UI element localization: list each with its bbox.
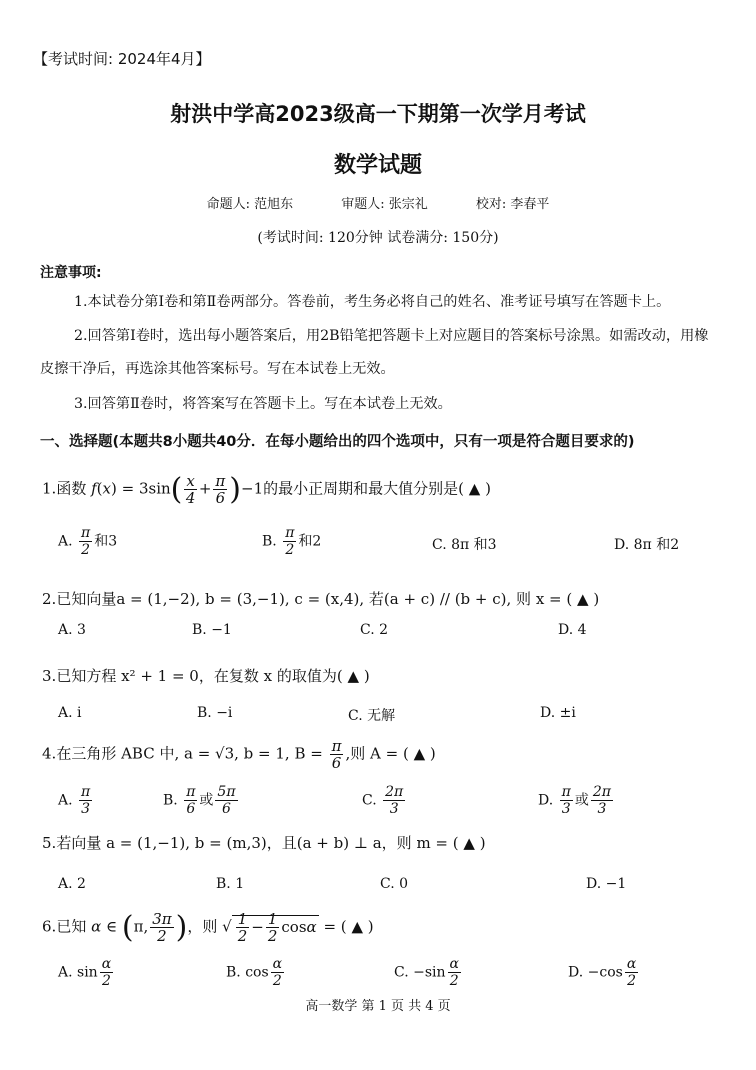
question-1: 1.函数 f(x) = 3sin( $\frac{x}{4}$ + $\frac{\pi}{6}$ )−1的最小正周期和最大值分别是( ▲ ) xyxy=(42,472,491,507)
setter: 命题人: 范旭东 xyxy=(206,197,294,212)
q4-option-d: D. $\frac{\pi}{3}$ 或 $\frac{2\pi}{3}$ xyxy=(538,784,611,817)
question-3: 3.已知方程 x² + 1 = 0，在复数 x 的取值为( ▲ ) xyxy=(42,667,370,685)
exam-time-tag: 【考试时间: 2024年4月】 xyxy=(33,50,211,68)
notice-heading: 注意事项: xyxy=(40,265,102,281)
q2-option-b: B. −1 xyxy=(192,622,232,638)
q3-option-c: C. 无解 xyxy=(348,708,396,724)
q1-option-b: B. $\frac{\pi}{2}$ 和2 xyxy=(262,525,322,558)
q4-option-a: A. $\frac{\pi}{3}$ xyxy=(58,784,91,817)
authors-line xyxy=(0,193,756,212)
proofreader: 校对: 李春平 xyxy=(475,197,550,212)
answer-mark-icon: ▲ xyxy=(351,917,363,936)
notice-item-1: 1.本试卷分第Ⅰ卷和第Ⅱ卷两部分。答卷前，考生务必将自己的姓名、准考证号填写在答题卡上。 xyxy=(74,294,671,310)
q5-option-d: D. −1 xyxy=(586,876,627,892)
q3-option-b: B. −i xyxy=(197,705,233,721)
notice-item-3: 3.回答第Ⅱ卷时，将答案写在答题卡上。写在本试卷上无效。 xyxy=(74,396,452,412)
q3-option-a: A. i xyxy=(58,705,82,721)
q3-option-d: D. ±i xyxy=(540,705,576,721)
q1-option-d: D. 8π 和2 xyxy=(614,537,680,553)
q4-option-b: B. $\frac{\pi}{6}$ 或 $\frac{5\pi}{6}$ xyxy=(163,784,236,817)
question-4: 4.在三角形 ABC 中, a = √3, b = 1, B = $\frac{\pi}{6}$ ,则 A = ( ▲ ) xyxy=(42,737,436,772)
question-6: 6.已知 α ∈ (π, $\frac{3\pi}{2}$ )，则 √ $\frac{1}{2}$ − $\frac{1}{2}$ cosα = ( ▲ ) xyxy=(42,910,374,945)
answer-mark-icon: ▲ xyxy=(468,479,481,498)
q1-option-a: A. $\frac{\pi}{2}$ 和3 xyxy=(58,525,118,558)
section-heading: 一、选择题(本题共8小题共40分．在每小题给出的四个选项中，只有一项是符合题目要求的) xyxy=(40,434,635,450)
exam-info: (考试时间: 120分钟 试卷满分: 150分) xyxy=(257,230,499,246)
subject-title: 数学试题 xyxy=(333,153,422,178)
exam-title: 射洪中学高2023级高一下期第一次学月考试 xyxy=(170,102,586,126)
answer-mark-icon: ▲ xyxy=(463,834,475,852)
q2-option-c: C. 2 xyxy=(360,622,389,638)
q5-option-b: B. 1 xyxy=(216,876,245,892)
q5-option-c: C. 0 xyxy=(380,876,409,892)
q6-option-b: B. cos $\frac{\alpha}{2}$ xyxy=(226,956,283,989)
question-5: 5.若向量 a = (1,−1), b = (m,3)，且(a + b) ⊥ a，则 m = ( ▲ ) xyxy=(42,834,486,852)
q4-option-c: C. $\frac{2\pi}{3}$ xyxy=(362,784,404,817)
answer-mark-icon: ▲ xyxy=(577,590,589,608)
answer-mark-icon: ▲ xyxy=(413,744,426,763)
q2-option-a: A. 3 xyxy=(58,622,86,638)
q6-option-a: A. sin $\frac{\alpha}{2}$ xyxy=(58,956,112,989)
q6-option-c: C. −sin $\frac{\alpha}{2}$ xyxy=(394,956,459,989)
page-footer: 高一数学 第 1 页 共 4 页 xyxy=(305,999,451,1014)
q5-option-a: A. 2 xyxy=(58,876,86,892)
q6-option-d: D. −cos $\frac{\alpha}{2}$ xyxy=(568,956,637,989)
notice-item-2: 2.回答第Ⅰ卷时，选出每小题答案后，用2B铅笔把答题卡上对应题目的答案标号涂黑。如需改动，用橡皮擦干净后，再选涂其他答案标号。写在本试卷上无效。 xyxy=(40,328,709,377)
q2-option-d: D. 4 xyxy=(558,622,587,638)
answer-mark-icon: ▲ xyxy=(347,667,360,685)
reviewer: 审题人: 张宗礼 xyxy=(341,197,428,212)
q1-option-c: C. 8π 和3 xyxy=(432,537,497,553)
question-2: 2.已知向量a = (1,−2), b = (3,−1), c = (x,4), 若(a + c) // (b + c), 则 x = ( ▲ ) xyxy=(42,590,600,608)
